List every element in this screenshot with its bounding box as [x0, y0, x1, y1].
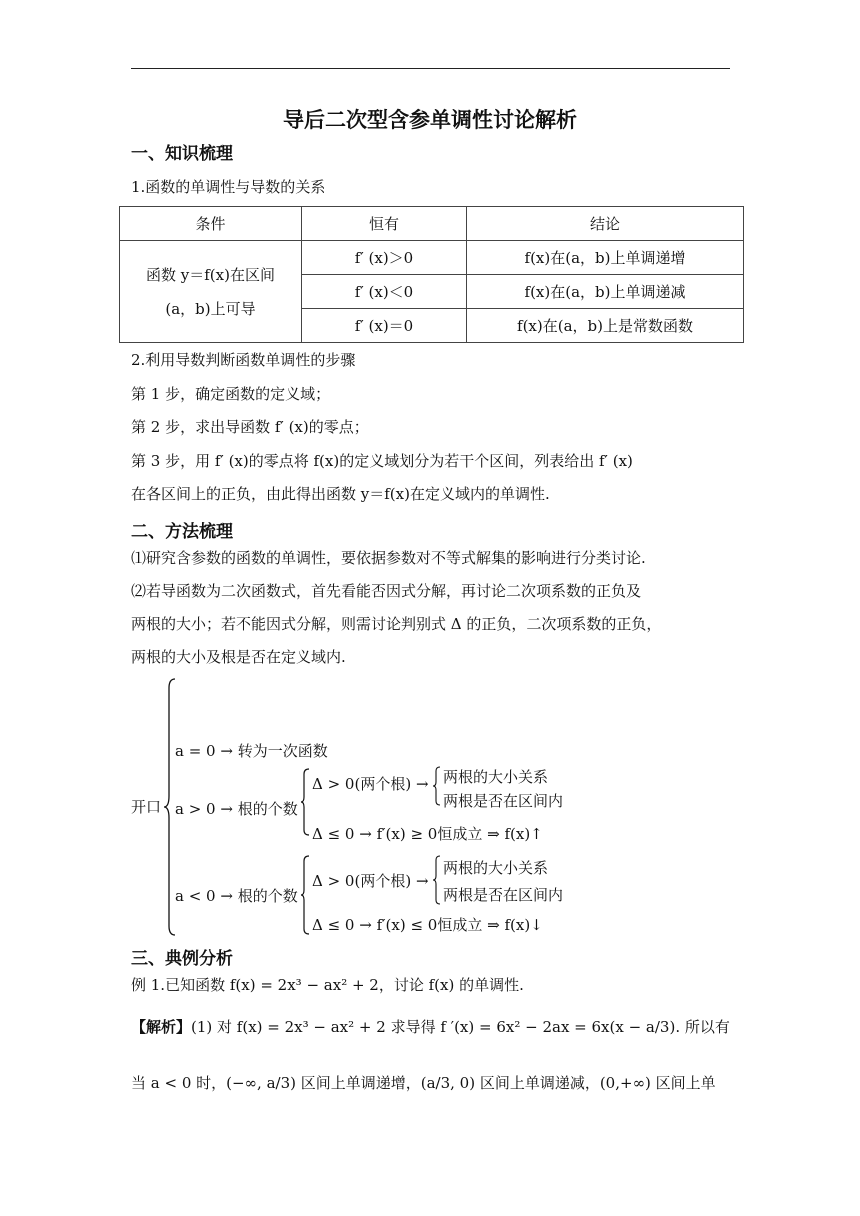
table-header-condition: 条件	[120, 207, 302, 241]
diagram-delta-positive-2: Δ > 0(两个根) →	[312, 872, 429, 890]
diagram-brace-leaf-2	[432, 855, 441, 905]
diagram-delta-positive-1: Δ > 0(两个根) →	[312, 775, 429, 793]
diagram-leaf-interval-2: 两根是否在区间内	[443, 886, 564, 904]
table-cell-always-3: f′ (x)＝0	[302, 309, 467, 343]
table-cell-conclusion-2: f(x)在(a，b)上单调递减	[467, 275, 744, 309]
diagram-leaf-size-2: 两根的大小关系	[443, 859, 549, 877]
table-cell-always-1: f′ (x)＞0	[302, 241, 467, 275]
table-cell-conclusion-1: f(x)在(a，b)上单调递增	[467, 241, 744, 275]
step-1: 第 1 步，确定函数的定义域；	[131, 385, 331, 403]
diagram-leaf-size-1: 两根的大小关系	[443, 768, 549, 786]
step-3-line-2: 在各区间上的正负，由此得出函数 y＝f(x)在定义域内的单调性.	[131, 485, 550, 503]
diagram-delta-nonpositive-up: Δ ≤ 0 → f′(x) ≥ 0恒成立 ⇒ f(x)↑	[312, 825, 543, 843]
diagram-a-negative: a < 0 → 根的个数	[175, 887, 298, 905]
condition-line-2: (a，b)上可导	[165, 299, 256, 318]
table-cell-conclusion-3: f(x)在(a，b)上是常数函数	[467, 309, 744, 343]
paragraph-2: 2.利用导数判断函数单调性的步骤	[131, 351, 356, 369]
diagram-brace-aneg	[300, 855, 310, 935]
diagram-brace-leaf-1	[432, 766, 441, 806]
solution-line-1	[131, 1016, 730, 1037]
diagram-leaf-interval-1: 两根是否在区间内	[443, 792, 564, 810]
method-2-line-2: 两根的大小；若不能因式分解，则需讨论判别式 Δ 的正负，二次项系数的正负，	[131, 615, 662, 633]
solution-label: 【解析】	[131, 1018, 192, 1036]
table-condition-cell	[120, 241, 302, 343]
table-header-conclusion: 结论	[467, 207, 744, 241]
header-rule	[131, 68, 730, 69]
method-1: ⑴研究含参数的函数的单调性，要依据参数对不等式解集的影响进行分类讨论.	[131, 549, 646, 567]
page-title: 导后二次型含参单调性讨论解析	[283, 108, 577, 132]
example-1: 例 1.已知函数 f(x) = 2x³ − ax² + 2，讨论 f(x) 的单调性.	[131, 976, 524, 994]
diagram-a-positive: a > 0 → 根的个数	[175, 800, 298, 818]
section-heading-3: 三、典例分析	[131, 949, 233, 969]
solution-text-1: (1) 对 f(x) = 2x³ − ax² + 2 求导得 f ′(x) = 6x² − 2ax = 6x(x − a/3). 所以有	[191, 1018, 730, 1036]
section-heading-1: 一、知识梳理	[131, 144, 233, 164]
monotonicity-table	[119, 206, 744, 343]
solution-line-2: 当 a < 0 时，(−∞, a/3) 区间上单调递增，(a/3, 0) 区间上单调递减，(0,+∞) 区间上单	[131, 1074, 716, 1092]
section-heading-2: 二、方法梳理	[131, 522, 233, 542]
method-2-line-1: ⑵若导函数为二次函数式，首先看能否因式分解，再讨论二次项系数的正负及	[131, 582, 642, 600]
diagram-a-zero: a = 0 → 转为一次函数	[175, 742, 328, 760]
step-3-line-1: 第 3 步，用 f′ (x)的零点将 f(x)的定义域划分为若干个区间，列表给出 f′ (x)	[131, 452, 633, 470]
step-2: 第 2 步，求出导函数 f′ (x)的零点；	[131, 418, 369, 436]
diagram-delta-nonpositive-down: Δ ≤ 0 → f′(x) ≤ 0恒成立 ⇒ f(x)↓	[312, 916, 543, 934]
paragraph-1: 1.函数的单调性与导数的关系	[131, 178, 326, 196]
method-2-line-3: 两根的大小及根是否在定义域内.	[131, 648, 346, 666]
table-header-always: 恒有	[302, 207, 467, 241]
diagram-brace-apos	[300, 768, 310, 836]
condition-line-1: 函数 y＝f(x)在区间	[146, 265, 275, 284]
diagram-root-label: 开口	[131, 798, 162, 816]
table-cell-always-2: f′ (x)＜0	[302, 275, 467, 309]
